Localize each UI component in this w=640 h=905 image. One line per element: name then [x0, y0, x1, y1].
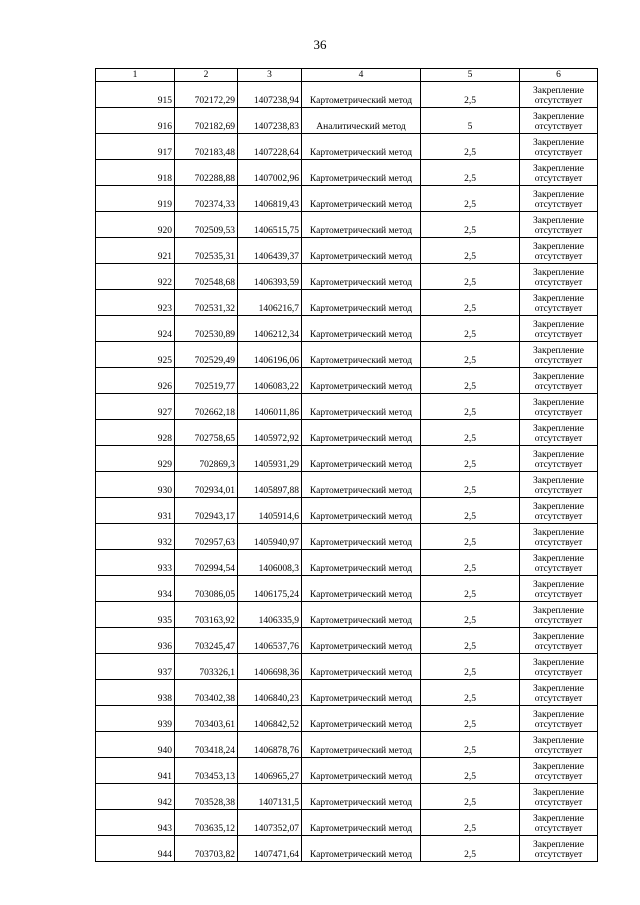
table-row: [96, 134, 598, 160]
method-cell: Картометрический метод: [302, 82, 421, 108]
y-coordinate-cell: 1406439,37: [238, 238, 302, 264]
fixing-cell: Закрепление отсутствует: [520, 238, 598, 264]
column-header: 4: [302, 69, 421, 82]
table-row: [96, 394, 598, 420]
x-coordinate-cell: 702934,01: [175, 472, 238, 498]
fixing-cell: Закрепление отсутствует: [520, 810, 598, 836]
x-coordinate-cell: 703635,12: [175, 810, 238, 836]
accuracy-cell: 2,5: [421, 706, 520, 732]
method-cell: Картометрический метод: [302, 654, 421, 680]
x-coordinate-cell: 702172,29: [175, 82, 238, 108]
point-number-cell: 918: [96, 160, 175, 186]
method-cell: Картометрический метод: [302, 602, 421, 628]
fixing-cell: Закрепление отсутствует: [520, 472, 598, 498]
x-coordinate-cell: 703703,82: [175, 836, 238, 862]
column-header: 5: [421, 69, 520, 82]
point-number-cell: 939: [96, 706, 175, 732]
method-cell: Картометрический метод: [302, 706, 421, 732]
x-coordinate-cell: 703453,13: [175, 758, 238, 784]
table-row: [96, 316, 598, 342]
y-coordinate-cell: 1406698,36: [238, 654, 302, 680]
point-number-cell: 927: [96, 394, 175, 420]
y-coordinate-cell: 1407471,64: [238, 836, 302, 862]
y-coordinate-cell: 1405897,88: [238, 472, 302, 498]
fixing-cell: Закрепление отсутствует: [520, 784, 598, 810]
fixing-cell: Закрепление отсутствует: [520, 316, 598, 342]
point-number-cell: 917: [96, 134, 175, 160]
point-number-cell: 933: [96, 550, 175, 576]
accuracy-cell: 2,5: [421, 82, 520, 108]
y-coordinate-cell: 1406216,7: [238, 290, 302, 316]
fixing-cell: Закрепление отсутствует: [520, 160, 598, 186]
method-cell: Картометрический метод: [302, 550, 421, 576]
table-row: [96, 628, 598, 654]
point-number-cell: 923: [96, 290, 175, 316]
method-cell: Картометрический метод: [302, 524, 421, 550]
column-header: 6: [520, 69, 598, 82]
accuracy-cell: 2,5: [421, 420, 520, 446]
x-coordinate-cell: 702943,17: [175, 498, 238, 524]
point-number-cell: 922: [96, 264, 175, 290]
table-row: [96, 498, 598, 524]
point-number-cell: 936: [96, 628, 175, 654]
fixing-cell: Закрепление отсутствует: [520, 264, 598, 290]
point-number-cell: 943: [96, 810, 175, 836]
x-coordinate-cell: 703326,1: [175, 654, 238, 680]
method-cell: Картометрический метод: [302, 472, 421, 498]
table-row: [96, 758, 598, 784]
table-row: [96, 264, 598, 290]
table-row: [96, 160, 598, 186]
table-row: [96, 82, 598, 108]
fixing-cell: Закрепление отсутствует: [520, 394, 598, 420]
x-coordinate-cell: 702994,54: [175, 550, 238, 576]
y-coordinate-cell: 1407131,5: [238, 784, 302, 810]
accuracy-cell: 2,5: [421, 836, 520, 862]
fixing-cell: Закрепление отсутствует: [520, 836, 598, 862]
accuracy-cell: 5: [421, 108, 520, 134]
method-cell: Картометрический метод: [302, 446, 421, 472]
method-cell: Картометрический метод: [302, 186, 421, 212]
method-cell: Картометрический метод: [302, 394, 421, 420]
table-row: [96, 784, 598, 810]
x-coordinate-cell: 702531,32: [175, 290, 238, 316]
accuracy-cell: 2,5: [421, 498, 520, 524]
accuracy-cell: 2,5: [421, 446, 520, 472]
accuracy-cell: 2,5: [421, 186, 520, 212]
accuracy-cell: 2,5: [421, 342, 520, 368]
method-cell: Аналитический метод: [302, 108, 421, 134]
point-number-cell: 920: [96, 212, 175, 238]
coordinates-table: [95, 68, 598, 862]
point-number-cell: 935: [96, 602, 175, 628]
x-coordinate-cell: 702548,68: [175, 264, 238, 290]
point-number-cell: 930: [96, 472, 175, 498]
point-number-cell: 919: [96, 186, 175, 212]
x-coordinate-cell: 702869,3: [175, 446, 238, 472]
accuracy-cell: 2,5: [421, 368, 520, 394]
point-number-cell: 924: [96, 316, 175, 342]
fixing-cell: Закрепление отсутствует: [520, 654, 598, 680]
table-row: [96, 342, 598, 368]
x-coordinate-cell: 702509,53: [175, 212, 238, 238]
method-cell: Картометрический метод: [302, 836, 421, 862]
method-cell: Картометрический метод: [302, 134, 421, 160]
y-coordinate-cell: 1407002,96: [238, 160, 302, 186]
table-row: [96, 420, 598, 446]
y-coordinate-cell: 1405940,97: [238, 524, 302, 550]
y-coordinate-cell: 1406212,34: [238, 316, 302, 342]
method-cell: Картометрический метод: [302, 212, 421, 238]
method-cell: Картометрический метод: [302, 290, 421, 316]
x-coordinate-cell: 703418,24: [175, 732, 238, 758]
accuracy-cell: 2,5: [421, 628, 520, 654]
table-row: [96, 654, 598, 680]
accuracy-cell: 2,5: [421, 472, 520, 498]
y-coordinate-cell: 1406335,9: [238, 602, 302, 628]
accuracy-cell: 2,5: [421, 264, 520, 290]
point-number-cell: 926: [96, 368, 175, 394]
accuracy-cell: 2,5: [421, 550, 520, 576]
point-number-cell: 931: [96, 498, 175, 524]
x-coordinate-cell: 702374,33: [175, 186, 238, 212]
x-coordinate-cell: 702288,88: [175, 160, 238, 186]
x-coordinate-cell: 703245,47: [175, 628, 238, 654]
point-number-cell: 938: [96, 680, 175, 706]
fixing-cell: Закрепление отсутствует: [520, 108, 598, 134]
fixing-cell: Закрепление отсутствует: [520, 602, 598, 628]
column-header: 3: [238, 69, 302, 82]
table-row: [96, 732, 598, 758]
accuracy-cell: 2,5: [421, 576, 520, 602]
point-number-cell: 929: [96, 446, 175, 472]
fixing-cell: Закрепление отсутствует: [520, 368, 598, 394]
table-row: [96, 472, 598, 498]
table-row: [96, 446, 598, 472]
method-cell: Картометрический метод: [302, 628, 421, 654]
y-coordinate-cell: 1407238,83: [238, 108, 302, 134]
table-header-row: [96, 69, 598, 82]
table-row: [96, 836, 598, 862]
fixing-cell: Закрепление отсутствует: [520, 342, 598, 368]
accuracy-cell: 2,5: [421, 810, 520, 836]
method-cell: Картометрический метод: [302, 758, 421, 784]
table-row: [96, 186, 598, 212]
y-coordinate-cell: 1406083,22: [238, 368, 302, 394]
method-cell: Картометрический метод: [302, 368, 421, 394]
y-coordinate-cell: 1406008,3: [238, 550, 302, 576]
x-coordinate-cell: 702530,89: [175, 316, 238, 342]
accuracy-cell: 2,5: [421, 758, 520, 784]
x-coordinate-cell: 702535,31: [175, 238, 238, 264]
fixing-cell: Закрепление отсутствует: [520, 680, 598, 706]
y-coordinate-cell: 1406840,23: [238, 680, 302, 706]
point-number-cell: 921: [96, 238, 175, 264]
fixing-cell: Закрепление отсутствует: [520, 576, 598, 602]
table-row: [96, 680, 598, 706]
method-cell: Картометрический метод: [302, 576, 421, 602]
method-cell: Картометрический метод: [302, 316, 421, 342]
y-coordinate-cell: 1405931,29: [238, 446, 302, 472]
accuracy-cell: 2,5: [421, 134, 520, 160]
accuracy-cell: 2,5: [421, 238, 520, 264]
fixing-cell: Закрепление отсутствует: [520, 290, 598, 316]
fixing-cell: Закрепление отсутствует: [520, 498, 598, 524]
table-row: [96, 810, 598, 836]
y-coordinate-cell: 1406842,52: [238, 706, 302, 732]
table-row: [96, 368, 598, 394]
accuracy-cell: 2,5: [421, 732, 520, 758]
table-row: [96, 238, 598, 264]
table-row: [96, 290, 598, 316]
accuracy-cell: 2,5: [421, 212, 520, 238]
fixing-cell: Закрепление отсутствует: [520, 82, 598, 108]
table-row: [96, 550, 598, 576]
table-row: [96, 524, 598, 550]
table-body: [96, 82, 598, 862]
method-cell: Картометрический метод: [302, 810, 421, 836]
y-coordinate-cell: 1406819,43: [238, 186, 302, 212]
accuracy-cell: 2,5: [421, 784, 520, 810]
page-number: 36: [313, 37, 327, 52]
x-coordinate-cell: 702182,69: [175, 108, 238, 134]
x-coordinate-cell: 702519,77: [175, 368, 238, 394]
accuracy-cell: 2,5: [421, 290, 520, 316]
fixing-cell: Закрепление отсутствует: [520, 524, 598, 550]
x-coordinate-cell: 703086,05: [175, 576, 238, 602]
fixing-cell: Закрепление отсутствует: [520, 628, 598, 654]
point-number-cell: 941: [96, 758, 175, 784]
point-number-cell: 932: [96, 524, 175, 550]
fixing-cell: Закрепление отсутствует: [520, 550, 598, 576]
fixing-cell: Закрепление отсутствует: [520, 212, 598, 238]
fixing-cell: Закрепление отсутствует: [520, 186, 598, 212]
method-cell: Картометрический метод: [302, 784, 421, 810]
method-cell: Картометрический метод: [302, 732, 421, 758]
table-row: [96, 576, 598, 602]
x-coordinate-cell: 703402,38: [175, 680, 238, 706]
table-row: [96, 212, 598, 238]
y-coordinate-cell: 1406196,06: [238, 342, 302, 368]
fixing-cell: Закрепление отсутствует: [520, 758, 598, 784]
x-coordinate-cell: 702662,18: [175, 394, 238, 420]
fixing-cell: Закрепление отсутствует: [520, 134, 598, 160]
point-number-cell: 916: [96, 108, 175, 134]
x-coordinate-cell: 702957,63: [175, 524, 238, 550]
table-row: [96, 706, 598, 732]
x-coordinate-cell: 702758,65: [175, 420, 238, 446]
y-coordinate-cell: 1406011,86: [238, 394, 302, 420]
point-number-cell: 937: [96, 654, 175, 680]
method-cell: Картометрический метод: [302, 160, 421, 186]
accuracy-cell: 2,5: [421, 680, 520, 706]
y-coordinate-cell: 1406393,59: [238, 264, 302, 290]
point-number-cell: 934: [96, 576, 175, 602]
y-coordinate-cell: 1406175,24: [238, 576, 302, 602]
method-cell: Картометрический метод: [302, 498, 421, 524]
y-coordinate-cell: 1405914,6: [238, 498, 302, 524]
point-number-cell: 944: [96, 836, 175, 862]
point-number-cell: 942: [96, 784, 175, 810]
point-number-cell: 915: [96, 82, 175, 108]
point-number-cell: 928: [96, 420, 175, 446]
method-cell: Картометрический метод: [302, 238, 421, 264]
accuracy-cell: 2,5: [421, 160, 520, 186]
y-coordinate-cell: 1406537,76: [238, 628, 302, 654]
table-row: [96, 108, 598, 134]
method-cell: Картометрический метод: [302, 420, 421, 446]
fixing-cell: Закрепление отсутствует: [520, 706, 598, 732]
accuracy-cell: 2,5: [421, 602, 520, 628]
fixing-cell: Закрепление отсутствует: [520, 420, 598, 446]
accuracy-cell: 2,5: [421, 524, 520, 550]
method-cell: Картометрический метод: [302, 342, 421, 368]
accuracy-cell: 2,5: [421, 394, 520, 420]
x-coordinate-cell: 703528,38: [175, 784, 238, 810]
fixing-cell: Закрепление отсутствует: [520, 732, 598, 758]
method-cell: Картометрический метод: [302, 680, 421, 706]
y-coordinate-cell: 1406965,27: [238, 758, 302, 784]
table-row: [96, 602, 598, 628]
x-coordinate-cell: 703163,92: [175, 602, 238, 628]
column-header: 2: [175, 69, 238, 82]
y-coordinate-cell: 1405972,92: [238, 420, 302, 446]
y-coordinate-cell: 1407238,94: [238, 82, 302, 108]
point-number-cell: 925: [96, 342, 175, 368]
y-coordinate-cell: 1407228,64: [238, 134, 302, 160]
x-coordinate-cell: 702529,49: [175, 342, 238, 368]
x-coordinate-cell: 703403,61: [175, 706, 238, 732]
point-number-cell: 940: [96, 732, 175, 758]
method-cell: Картометрический метод: [302, 264, 421, 290]
x-coordinate-cell: 702183,48: [175, 134, 238, 160]
y-coordinate-cell: 1406878,76: [238, 732, 302, 758]
y-coordinate-cell: 1406515,75: [238, 212, 302, 238]
fixing-cell: Закрепление отсутствует: [520, 446, 598, 472]
y-coordinate-cell: 1407352,07: [238, 810, 302, 836]
accuracy-cell: 2,5: [421, 316, 520, 342]
accuracy-cell: 2,5: [421, 654, 520, 680]
column-header: 1: [96, 69, 175, 82]
